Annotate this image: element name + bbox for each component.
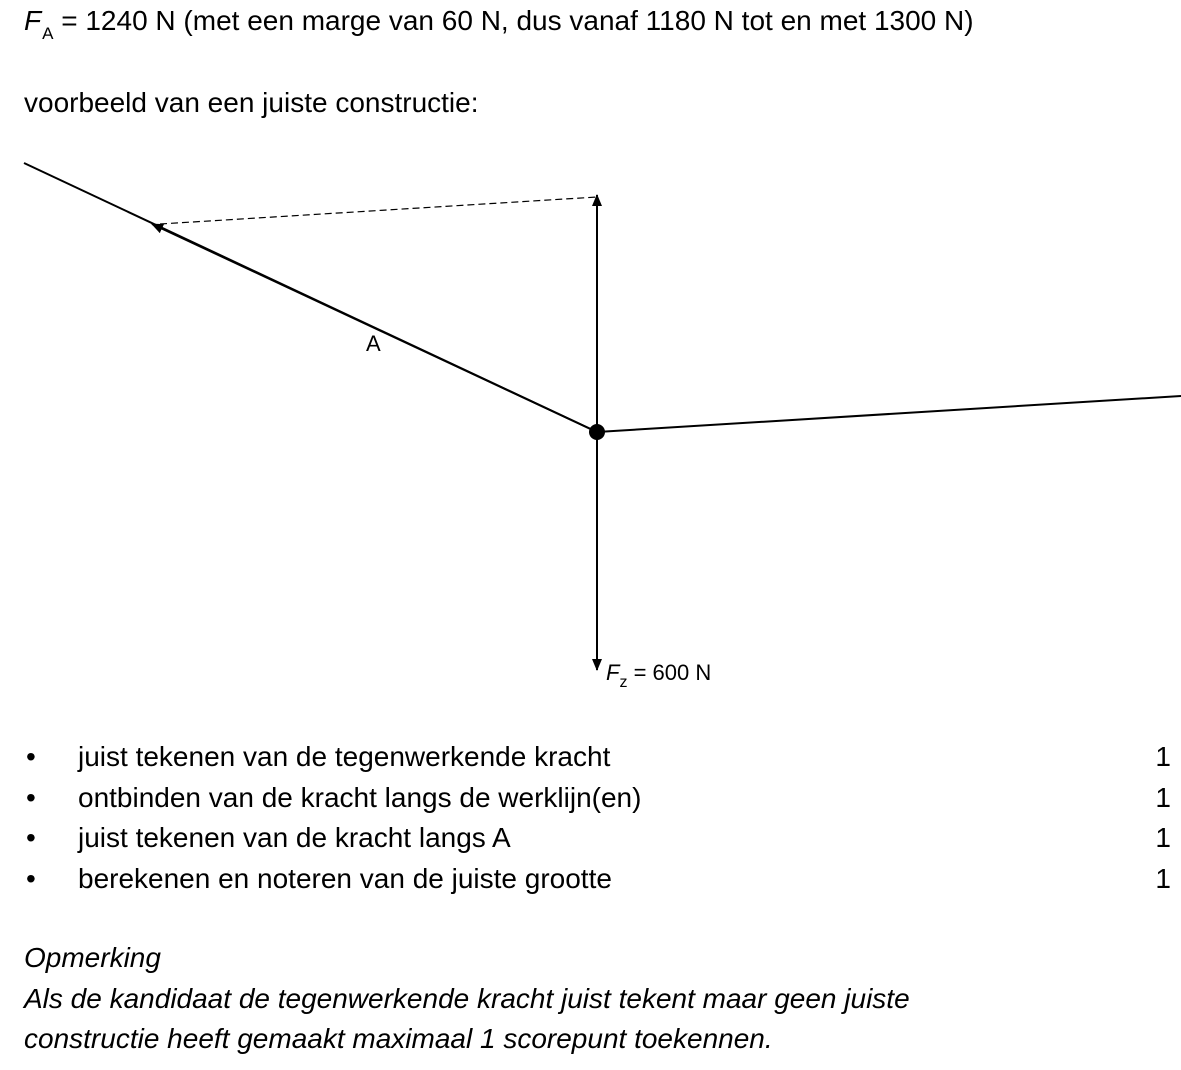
- criterion-score: 1: [1155, 822, 1171, 853]
- remark-heading: Opmerking: [24, 942, 161, 973]
- rope-line-right: [597, 396, 1181, 432]
- criterion-item: [0, 821, 1181, 862]
- bullet: •: [26, 781, 36, 813]
- criterion-text: juist tekenen van de kracht langs A: [78, 822, 511, 853]
- criterion-text: berekenen en noteren van de juiste grootte: [78, 862, 612, 894]
- bullet: •: [26, 862, 36, 894]
- gravity-force-symbol: F: [606, 660, 620, 685]
- force-symbol: F: [24, 5, 42, 36]
- criterion-score: 1: [1155, 862, 1171, 894]
- dashed-construction-line: [160, 197, 597, 224]
- criterion-text: juist tekenen van de tegenwerkende kracht: [78, 741, 611, 772]
- application-point: [589, 424, 605, 440]
- criterion-score: 1: [1155, 741, 1171, 772]
- force-subscript: A: [42, 24, 54, 43]
- scoring-criteria-list: [0, 740, 1181, 902]
- gravity-force-subscript: z: [619, 674, 628, 691]
- remark-line-1: Als de kandidaat de tegenwerkende kracht juist tekent maar geen juiste: [24, 983, 910, 1014]
- criterion-score: 1: [1155, 781, 1171, 813]
- criterion-item: [0, 862, 1181, 903]
- intro-text: voorbeeld van een juiste constructie:: [24, 87, 479, 118]
- gravity-force-value: = 600 N: [627, 660, 712, 685]
- criterion-item: [0, 740, 1181, 781]
- force-arrow-a: [152, 224, 597, 432]
- bullet: •: [26, 822, 36, 853]
- answer-text: = 1240 N (met een marge van 60 N, dus vanaf 1180 N tot en met 1300 N): [53, 5, 974, 36]
- remark-line-2: constructie heeft gemaakt maximaal 1 scorepunt toekennen.: [24, 1023, 773, 1054]
- line-label-a: A: [366, 331, 381, 356]
- bullet: •: [26, 741, 36, 772]
- criterion-item: [0, 781, 1181, 822]
- gravity-force-label: [606, 660, 711, 691]
- criterion-text: ontbinden van de kracht langs de werklijn(en): [78, 781, 642, 813]
